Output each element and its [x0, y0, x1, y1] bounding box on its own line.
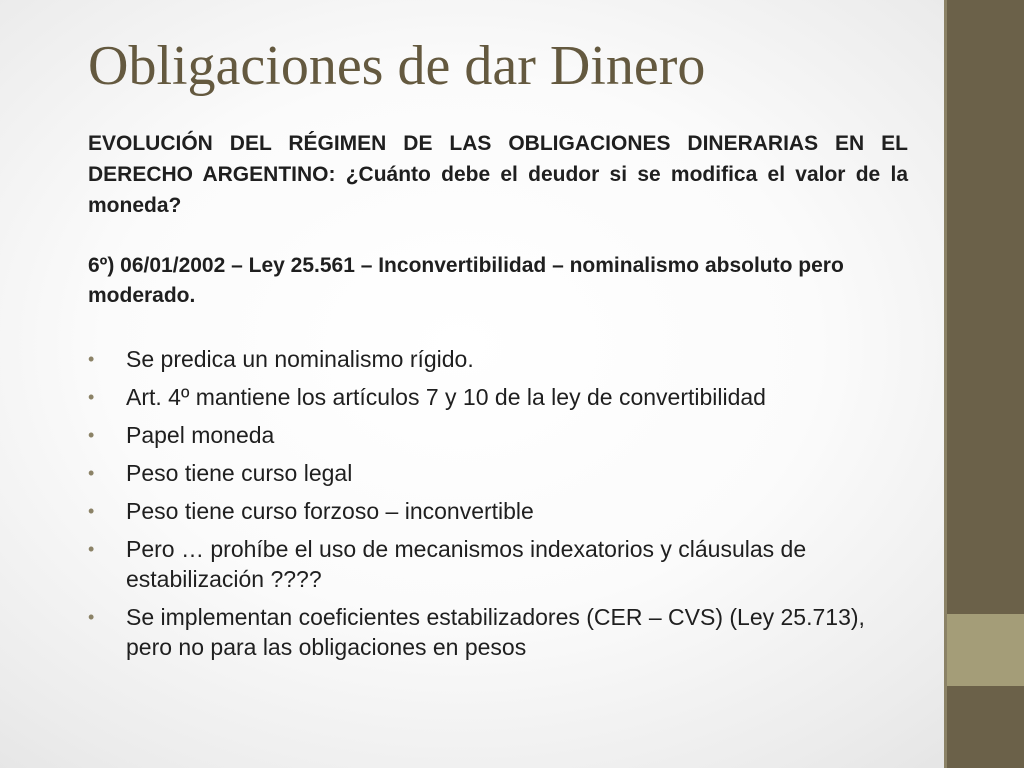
- slide-content: [88, 128, 908, 670]
- bullet-item: [88, 534, 908, 594]
- bullet-text: Se predica un nominalismo rígido.: [126, 346, 474, 372]
- bullet-item: [88, 458, 908, 488]
- bullet-item: [88, 344, 908, 374]
- section-heading: EVOLUCIÓN DEL RÉGIMEN DE LAS OBLIGACIONES DINERARIAS EN EL DERECHO ARGENTINO: ¿Cuánto debe el deudor si se modifica el valor de la moneda?: [88, 132, 908, 217]
- bullet-text: Peso tiene curso legal: [126, 460, 353, 486]
- bullet-item: [88, 420, 908, 450]
- bullet-text: Papel moneda: [126, 422, 275, 448]
- bullet-dot-icon: •: [88, 349, 95, 369]
- bullet-dot-icon: •: [88, 425, 95, 445]
- bullet-dot-icon: •: [88, 501, 95, 521]
- bullet-dot-icon: •: [88, 463, 95, 483]
- bullet-text: Pero … prohíbe el uso de mecanismos indexatorios y cláusulas de estabilización ????: [126, 536, 807, 592]
- bullet-text: Art. 4º mantiene los artículos 7 y 10 de la ley de convertibilidad: [126, 384, 766, 410]
- bullet-dot-icon: •: [88, 387, 95, 407]
- bullet-item: [88, 382, 908, 412]
- bullet-text: Peso tiene curso forzoso – inconvertible: [126, 498, 534, 524]
- bullet-dot-icon: •: [88, 607, 95, 627]
- slide-title: Obligaciones de dar Dinero: [88, 35, 706, 97]
- bullet-list: [88, 344, 908, 662]
- bullet-item: [88, 602, 908, 662]
- law-subheading: 6º) 06/01/2002 – Ley 25.561 – Inconvertibilidad – nominalismo absoluto pero moderado.: [88, 254, 844, 307]
- bullet-dot-icon: •: [88, 539, 95, 559]
- sidebar-accent-block: [947, 614, 1024, 686]
- bullet-item: [88, 496, 908, 526]
- bullet-text: Se implementan coeficientes estabilizadores (CER – CVS) (Ley 25.713), pero no para las obligaciones en pesos: [126, 604, 865, 660]
